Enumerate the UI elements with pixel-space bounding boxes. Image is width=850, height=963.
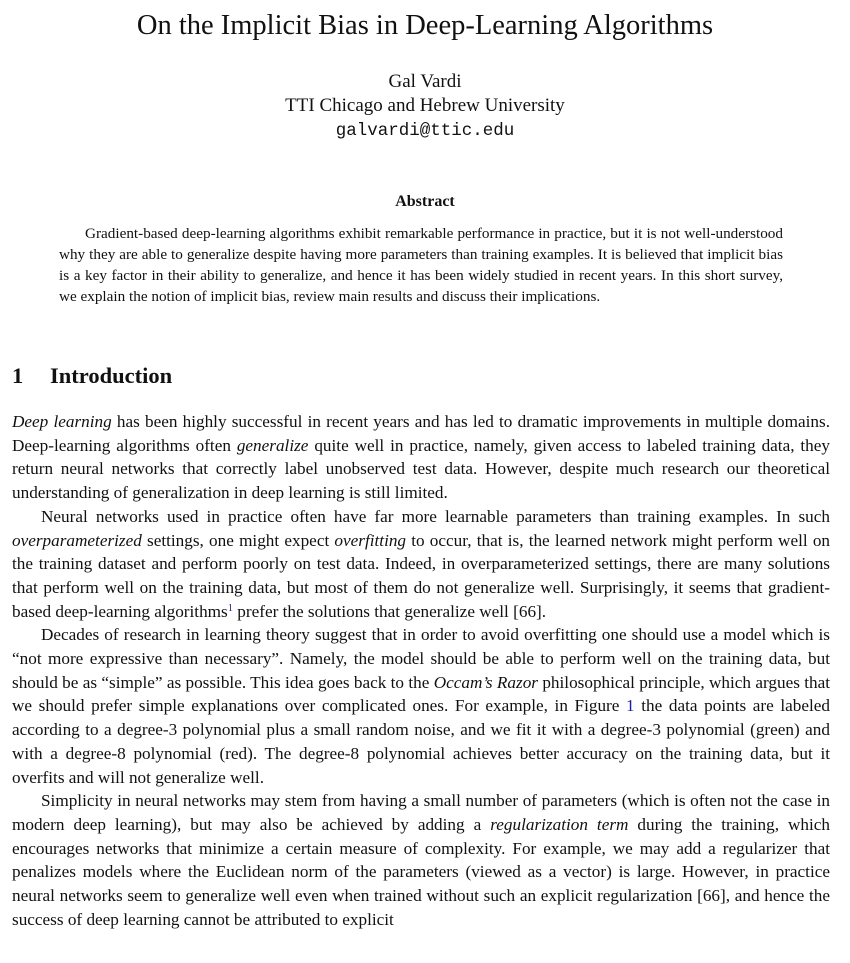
author-affiliation: TTI Chicago and Hebrew University [285, 95, 565, 116]
abstract-heading: Abstract [395, 193, 455, 210]
text-run: has been highly successful in recent years and has led to dramatic improvements in multiple domains. Deep-learning algorithms often [12, 412, 830, 455]
text-run: settings, one might expect [141, 530, 335, 550]
body-text [12, 410, 830, 931]
emphasis: Deep learning [12, 412, 112, 431]
text-run: to occur, that is, the learned network might perform well on the training dataset and perform poorly on test data. Indeed, in overparameterized settings, there are many solutions that perform well on the training data, but most of them do not generalize well. Surprisingly, it seems that gradient-based deep-learning algorithms [12, 530, 831, 621]
text-run: philosophical principle, which argues that we should prefer simple explanations over complicated ones. For example, in Figure [12, 672, 831, 716]
section-title: Introduction [50, 363, 173, 388]
paragraph-2 [12, 505, 830, 624]
abstract-text: Gradient-based deep-learning algorithms exhibit remarkable performance in practice, but it is not well-understood why they are able to generalize despite having more parameters than training examples. It is believed that implicit bias is a key factor in their ability to generalize, and hence it has been widely studied in recent years. In this short survey, we explain the notion of implicit bias, review main results and discuss their implications. [59, 225, 783, 305]
text-run: quite well in practice, namely, given access to labeled training data, they return neural networks that correctly label unobserved test data. However, despite much research our theoretical understanding of generalization in deep learning is still limited. [12, 435, 830, 503]
paper-title: On the Implicit Bias in Deep-Learning Algorithms [136, 10, 714, 41]
author-name: Gal Vardi [388, 71, 462, 92]
section-number: 1 [12, 363, 24, 388]
emphasis: overfitting [334, 530, 407, 550]
paragraph-1 [12, 410, 830, 505]
text-run: the data points are labeled according to a degree-3 polynomial plus a small random noise, and we fit it with a degree-3 polynomial (green) and with a degree-8 polynomial (red). The degree-8 polynomial achieves better accuracy on the training data, but it overfits and will not generalize well. [12, 696, 831, 787]
paragraph-4 [12, 789, 830, 931]
emphasis: Occam’s Razor [433, 672, 538, 692]
emphasis: generalize [236, 435, 309, 455]
section-heading [12, 361, 172, 391]
text-run: Simplicity in neural networks may stem from having a small number of parameters (which is often not the case in modern deep learning), but may also be achieved by adding a [12, 791, 830, 834]
text-run: prefer the solutions that generalize well [66]. [232, 601, 547, 621]
paragraph-3 [12, 623, 830, 789]
text-run: Neural networks used in practice often have far more learnable parameters than training examples. In such [41, 506, 830, 526]
text-run: Decades of research in learning theory suggest that in order to avoid overfitting one should use a model which is “not more expressive than necessary”. Namely, the model should be able to perform well on the training data, but should be as “simple” as possible. This idea goes back to the [12, 625, 830, 692]
emphasis: overparameterized [12, 530, 142, 550]
footnote-link[interactable]: 1 [227, 602, 233, 614]
author-email: galvardi@ttic.edu [335, 121, 515, 141]
emphasis: regularization term [490, 814, 629, 834]
author-block [0, 70, 850, 144]
figure-link[interactable]: 1 [626, 696, 635, 716]
text-run: during the training, which encourages networks that minimize a certain measure of complexity. For example, we may add a regularizer that penalizes models where the Euclidean norm of the parameters (viewed as a vector) is large. However, in practice neural networks seem to generalize well even when trained without such an explicit regularization [66], and hence the success of deep learning cannot be attributed to explicit [12, 814, 830, 929]
